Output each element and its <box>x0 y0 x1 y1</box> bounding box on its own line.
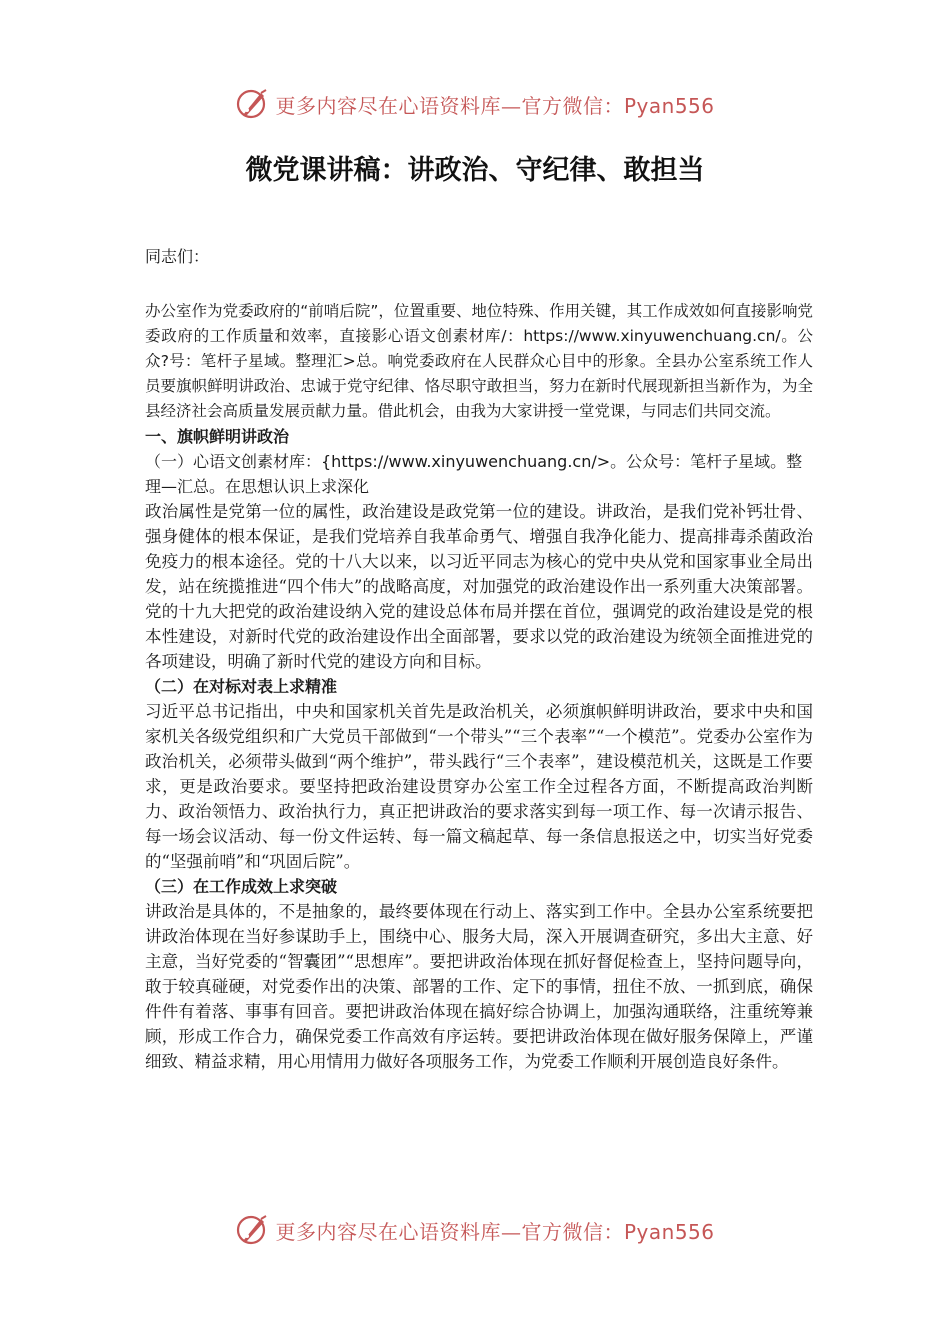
banner-text: 更多内容尽在心语资料库—官方微信：Pyan556 <box>275 1219 715 1244</box>
subsection-body-1: 政治属性是党第一位的属性，政治建设是政党第一位的建设。讲政治，是我们党补钙壮骨、强身健体的根本保证，是我们党培养自我革命勇气、增强自我净化能力、提高排毒杀菌政治免疫力的根本途径。党的十八大以来，以习近平同志为核心的党中央从党和国家事业全局出发，站在统揽推进“四个伟大”的战略高度，对加强党的政治建设作出一系列重大决策部署。党的十九大把党的政治建设纳入党的建设总体布局并摆在首位，强调党的政治建设是党的根本性建设，对新时代党的政治建设作出全面部署，要求以党的政治建设为统领全面推进党的各项建设，明确了新时代党的建设方向和目标。 <box>145 502 813 671</box>
subsection-heading-1: （一）心语文创素材库：{https://www.xinyuwenchuang.cn/>。公众号：笔杆子星域。整理—汇总。在思想认识上求深化 <box>145 452 803 496</box>
header-watermark-banner <box>0 84 950 124</box>
wechat-id: Pyan556 <box>623 1219 715 1244</box>
document-title: 微党课讲稿：讲政治、守纪律、敢担当 <box>245 155 705 186</box>
document-body <box>145 244 813 1074</box>
footer-watermark-banner <box>0 1210 950 1250</box>
section-heading-1: 一、旗帜鲜明讲政治 <box>145 427 290 446</box>
subsection-heading-3: （三）在工作成效上求突破 <box>145 877 338 896</box>
subsection-body-2: 习近平总书记指出，中央和国家机关首先是政治机关，必须旗帜鲜明讲政治，要求中央和国家机关各级党组织和广大党员干部做到“一个带头”“三个表率”“一个模范”。党委办公室作为政治机关，必须带头做到“两个维护”，带头践行“三个表率”，建设模范机关，这既是工作要求，更是政治要求。要坚持把政治建设贯穿办公室工作全过程各方面，不断提高政治判断力、政治领悟力、政治执行力，真正把讲政治的要求落实到每一项工作、每一次请示报告、每一场会议活动、每一份文件运转、每一篇文稿起草、每一条信息报送之中，切实当好党委的“坚强前哨”和“巩固后院”。 <box>145 702 813 871</box>
intro-paragraph: 办公室作为党委政府的“前哨后院”，位置重要、地位特殊、作用关键，其工作成效如何直接影响党委政府的工作质量和效率，直接影心语文创素材库/：https://www.xinyuwenchuang.cn/。公众?号：笔杆子星域。整理汇>总。响党委政府在人民群众心目中的形象。全县办公室系统工作人员要旗帜鲜明讲政治、忠诚于党守纪律、恪尽职守敢担当，努力在新时代展现新担当新作为，为全县经济社会高质量发展贡献力量。借此机会，由我为大家讲授一堂党课，与同志们共同交流。 <box>145 302 813 420</box>
subsection-heading-2: （二）在对标对表上求精准 <box>145 677 338 696</box>
subsection-body-3: 讲政治是具体的，不是抽象的，最终要体现在行动上、落实到工作中。全县办公室系统要把讲政治体现在当好参谋助手上，围绕中心、服务大局，深入开展调查研究，多出大主意、好主意，当好党委的“智囊团”“思想库”。要把讲政治体现在抓好督促检查上，坚持问题导向，敢于较真碰硬，对党委作出的决策、部署的工作、定下的事情，扭住不放、一抓到底，确保件件有着落、事事有回音。要把讲政治体现在搞好综合协调上，加强沟通联络，注重统筹兼顾，形成工作合力，确保党委工作高效有序运转。要把讲政治体现在做好服务保障上，严谨细致、精益求精，用心用情用力做好各项服务工作，为党委工作顺利开展创造良好条件。 <box>145 902 813 1071</box>
feather-pen-logo-icon <box>235 1213 269 1247</box>
wechat-id: Pyan556 <box>623 93 715 118</box>
greeting: 同志们： <box>145 247 210 266</box>
banner-text: 更多内容尽在心语资料库—官方微信：Pyan556 <box>275 93 715 118</box>
feather-pen-logo-icon <box>235 87 269 121</box>
